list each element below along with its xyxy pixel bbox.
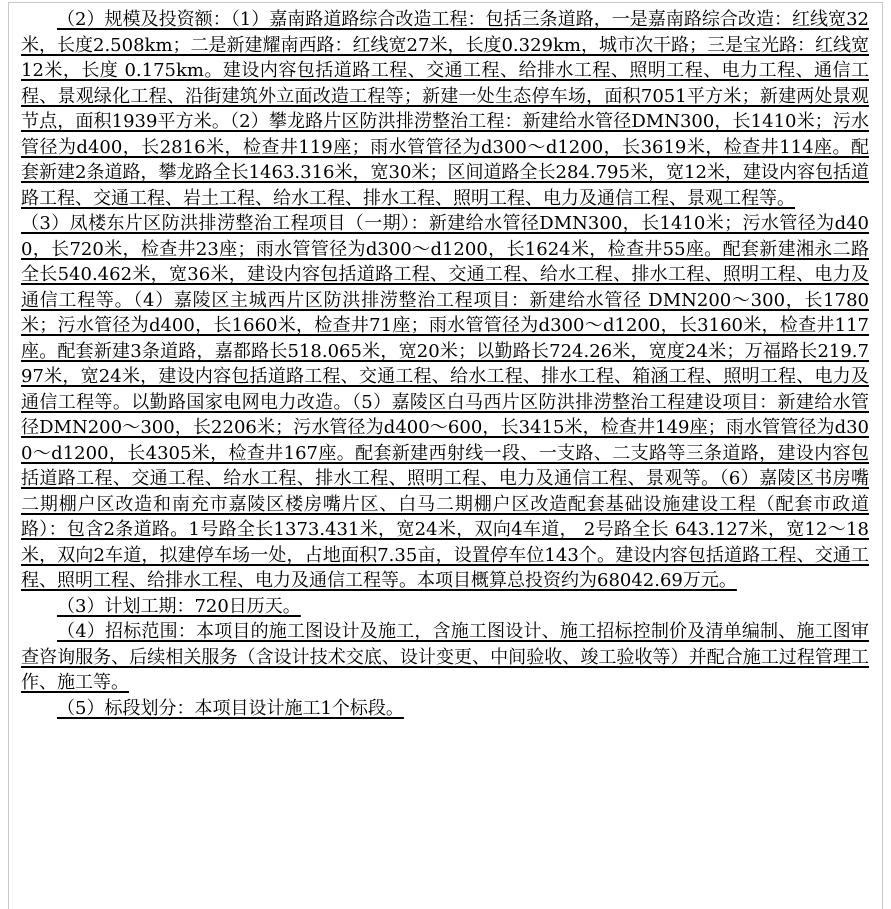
cut-off-next-line [21, 898, 869, 909]
paragraph-scale-investment-text: （2）规模及投资额：（1）嘉南路道路综合改造工程：包括三条道路，一是嘉南路综合改造：红线宽32米，长度2.508km；二是新建耀南西路：红线宽27米，长度0.329km，城市次干路；三是宝光路：红线宽12米，长度 0.175km。建设内容包括道路工程、交通工程、给排水工程、照明工程、电力工程、通信工程、景观绿化工程、沿街建筑外立面改造工程等；新建一处生态停车场，面积7051平方米；新建两处景观节点，面积1939平方米。（2）攀龙路片区防洪排涝整治工程：新建给水管径DMN300，长1410米；污水管径为d400，长2816米，检查井119座；雨水管管径为d300～d1200，长3619米，检查井114座。配套新建2条道路，攀龙路全长1463.316米，宽30米；区间道路全长284.795米，宽12米，建设内容包括道路工程、交通工程、岩土工程、给水工程、排水工程、照明工程、电力及通信工程、景观工程等。 [21, 9, 869, 209]
document-page [8, 2, 883, 909]
paragraph-fenglou-projects [21, 211, 869, 594]
paragraph-construction-period-text: （3）计划工期：720日历天。 [57, 595, 301, 617]
paragraph-section-division-text: （5）标段划分：本项目设计施工1个标段。 [57, 697, 404, 719]
paragraph-fenglou-projects-text: （3）凤楼东片区防洪排涝整治工程项目（一期）：新建给水管径DMN300，长1410米；污水管径为d400，长720米，检查井23座；雨水管管径为d300～d1200，长1624米，检查井55座。配套新建湘永二路全长540.462米，宽36米，建设内容包括道路工程、交通工程、给水工程、排水工程、照明工程、电力及通信工程等。（4）嘉陵区主城西片区防洪排涝整治工程项目：新建给水管径 DMN200～300，长1780米；污水管径为d400，长1660米，检查井71座；雨水管管径为d300～d1200，长3160米，检查井117座。配套新建3条道路，嘉都路长518.065米，宽20米；以勤路长724.26米，宽度24米；万福路长219.797米，宽24米，建设内容包括道路工程、交通工程、给水工程、排水工程、箱涵工程、照明工程、电力及通信工程等。以勤路国家电网电力改造。（5）嘉陵区白马西片区防洪排涝整治工程建设项目：新建给水管径DMN200～300，长2206米；污水管径为d400～600，长3415米，检查井149座；雨水管管径为d300～d1200，长4305米，检查井167座。配套新建西射线一段、一支路、二支路等三条道路，建设内容包括道路工程、交通工程、给水工程、排水工程、照明工程、电力及通信工程、景观等。（6）嘉陵区书房嘴二期棚户区改造和南充市嘉陵区楼房嘴片区、白马二期棚户区改造配套基础设施建设工程（配套市政道路）：包含2条道路。1号路全长1373.431米，宽24米，双向4车道， 2号路全长 643.127米，宽12～18米，双向2车道，拟建停车场一处，占地面积7.35亩，设置停车位143个。建设内容包括道路工程、交通工程、照明工程、给排水工程、电力及通信工程等。本项目概算总投资约为68042.69万元。 [21, 213, 869, 591]
paragraph-scale-investment [21, 7, 869, 211]
paragraph-bidding-scope-text: （4）招标范围：本项目的施工图设计及施工，含施工图设计、施工招标控制价及清单编制、施工图审查咨询服务、后续相关服务（含设计技术交底、设计变更、中间验收、竣工验收等）并配合施工过程管理工作、施工等。 [21, 621, 869, 693]
paragraph-section-division [21, 696, 869, 722]
paragraph-bidding-scope [21, 619, 869, 696]
paragraph-construction-period [21, 594, 869, 620]
document-body [21, 7, 869, 721]
